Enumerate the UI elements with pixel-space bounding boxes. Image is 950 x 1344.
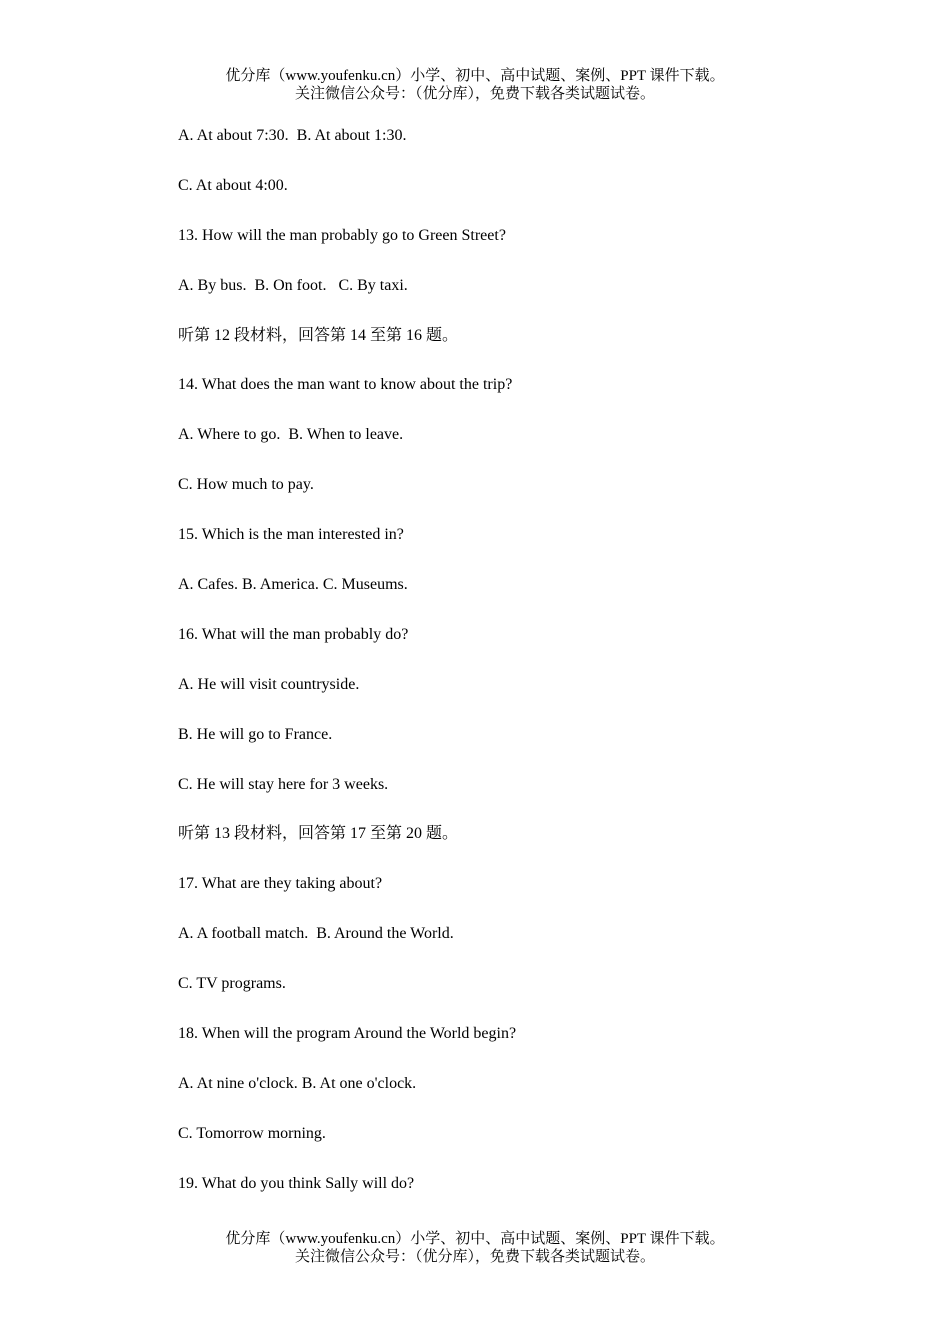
section-instruction: 听第 13 段材料，回答第 17 至第 20 题。 [178, 825, 459, 843]
document-body [178, 126, 858, 1224]
question-line: 13. How will the man probably go to Green Street? [178, 226, 506, 244]
question-line: 16. What will the man probably do? [178, 625, 409, 643]
footer-line-2: 关注微信公众号：（优分库），免费下载各类试题试卷。 [294, 1249, 655, 1265]
option-line: A. He will visit countryside. [178, 675, 360, 693]
page-footer [0, 1230, 950, 1266]
page-header [0, 67, 950, 103]
option-line: A. Where to go. B. When to leave. [178, 426, 404, 444]
option-line: C. TV programs. [178, 975, 286, 993]
option-line: C. At about 4:00. [178, 176, 288, 194]
option-line: B. He will go to France. [178, 725, 333, 743]
question-line: 15. Which is the man interested in? [178, 526, 404, 544]
header-line-2: 关注微信公众号：（优分库），免费下载各类试题试卷。 [294, 86, 655, 102]
option-line: A. A football match. B. Around the World. [178, 925, 454, 943]
option-line: A. Cafes. B. America. C. Museums. [178, 576, 408, 594]
header-line-1: 优分库（www.youfenku.cn）小学、初中、高中试题、案例、PPT 课件下载。 [225, 68, 725, 84]
option-line: A. At about 7:30. B. At about 1:30. [178, 127, 407, 144]
footer-line-1: 优分库（www.youfenku.cn）小学、初中、高中试题、案例、PPT 课件下载。 [225, 1231, 725, 1247]
question-line: 18. When will the program Around the World begin? [178, 1025, 517, 1043]
option-line: C. How much to pay. [178, 476, 314, 494]
question-line: 17. What are they taking about? [178, 875, 383, 893]
option-line: C. He will stay here for 3 weeks. [178, 775, 389, 793]
section-instruction: 听第 12 段材料，回答第 14 至第 16 题。 [178, 326, 459, 344]
option-line: A. By bus. B. On foot. C. By taxi. [178, 276, 408, 294]
option-line: C. Tomorrow morning. [178, 1124, 326, 1142]
option-line: A. At nine o'clock. B. At one o'clock. [178, 1074, 417, 1092]
question-line: 14. What does the man want to know about the trip? [178, 376, 513, 394]
question-line: 19. What do you think Sally will do? [178, 1174, 415, 1192]
